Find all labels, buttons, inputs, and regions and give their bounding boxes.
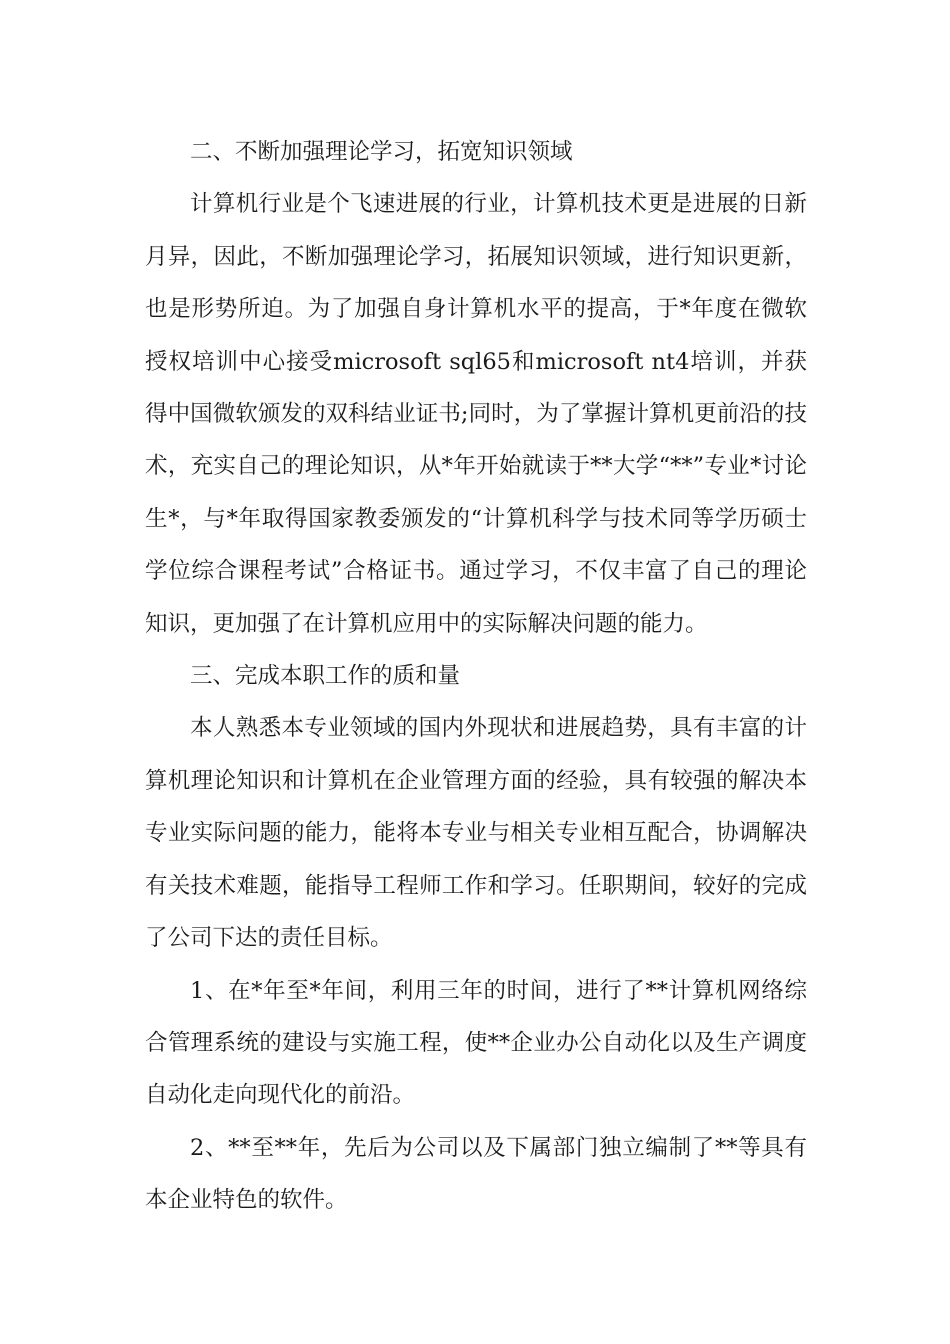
list-item-1: 1、在*年至*年间，利用三年的时间，进行了**计算机网络综合管理系统的建设与实施工程，使**企业办公自动化以及生产调度自动化走向现代化的前沿。 xyxy=(145,977,807,1109)
body-paragraph-work: 本人熟悉本专业领域的国内外现状和进展趋势，具有丰富的计算机理论知识和计算机在企业管理方面的经验，具有较强的解决本专业实际问题的能力，能将本专业与相关专业相互配合，协调解决有关技术难题，能指导工程师工作和学习。任职期间，较好的完成了公司下达的责任目标。 xyxy=(145,715,807,952)
section-heading-3: 三、完成本职工作的质和量 xyxy=(190,663,461,690)
list-item-2: 2、**至**年，先后为公司以及下属部门独立编制了**等具有本企业特色的软件。 xyxy=(145,1134,807,1214)
body-paragraph-learning: 计算机行业是个飞速进展的行业，计算机技术更是进展的日新月异，因此，不断加强理论学习，拓展知识领域，进行知识更新，也是形势所迫。为了加强自身计算机水平的提高，于*年度在微软授权培训中心接受microsoft sql65和microsoft nt4培训，并获得中国微软颁发的双科结业证书;同时，为了掌握计算机更前沿的技术，充实自己的理论知识，从*年开始就读于**大学“**”专业*讨论生*，与*年取得国家教委颁发的“计算机科学与技术同等学历硕士学位综合课程考试”合格证书。通过学习，不仅丰富了自己的理论知识，更加强了在计算机应用中的实际解决问题的能力。 xyxy=(145,191,807,637)
document-body xyxy=(145,126,807,1227)
section-heading-2: 二、不断加强理论学习，拓宽知识领域 xyxy=(190,139,573,165)
